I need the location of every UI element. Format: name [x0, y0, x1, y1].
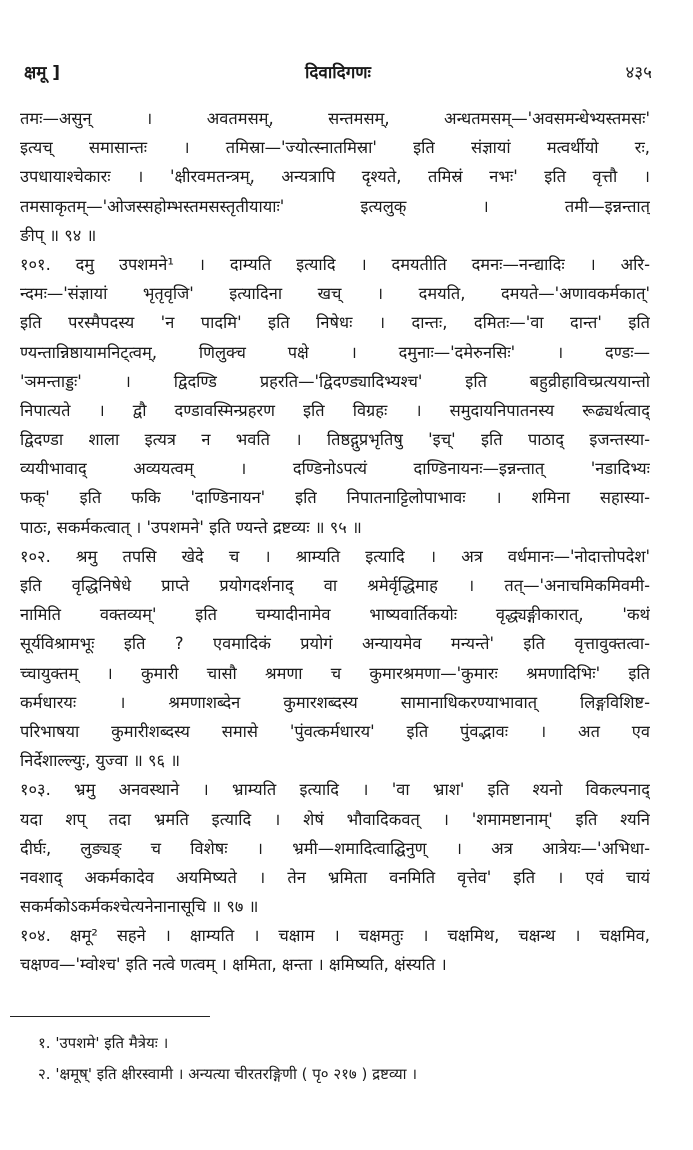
page-number: ४३५ [625, 63, 652, 83]
page-header [24, 60, 652, 88]
text-line: न्दमः—'संज्ञायां भृतृवृजि' इत्यादिना खच् । दमयति, दमयते—'अणावकर्मकात्' [20, 284, 650, 304]
text-line: ण्यन्तान्निष्ठायामनिट्त्वम्, णिलुक्च पक्षे । दमुनाः—'दमेरुनसिः' । दण्डः— [20, 342, 650, 362]
text-line: द्विदण्डा शाला इत्यत्र न भवति । तिष्ठद्गुप्रभृतिषु 'इच्' इति पाठाद् इजन्तस्या- [20, 430, 650, 450]
text-line: यदा शप् तदा भ्रमति इत्यादि । शेषं भौवादिकवत् । 'शमामष्टानाम्' इति श्यनि [20, 809, 650, 829]
text-line: नवशाद् अकर्मकादेव अयमिष्यते । तेन भ्रमिता वनमिति वृत्तेव' इति । एवं चायं [20, 867, 650, 887]
text-line: १०४. क्षमू² सहने । क्षाम्यति । चक्षाम । चक्षमतुः । चक्षमिथ, चक्षन्थ । चक्षमिव, [20, 926, 650, 946]
text-line: दीर्घः, लुङ्यङ् च विशेषः । भ्रमी—शमादित्वाद्घिनुण् । अत्र आत्रेयः—'अभिधा- [20, 838, 650, 858]
text-line: तमः—असुन् । अवतमसम्, सन्तमसम्, अन्धतमसम्—'अवसमन्धेभ्यस्तमसः' [20, 109, 650, 128]
text-line: उपधायाश्चेकारः । 'क्षीरवमतन्त्रम्, अन्यत्रापि दृश्यते, तमिस्रं नभः' इति वृत्तौ । [20, 167, 650, 187]
footnote: २. 'क्षमूष्' इति क्षीरस्वामी । अन्यत्या चीरतरङ्गिणी ( पृ० २१७ ) द्रष्टव्या । [38, 1065, 418, 1083]
text-line: 'ञमन्ताड्डः' । द्विदण्डि प्रहरति—'द्विदण्ड्यादिभ्यश्च' इति बहुव्रीहाविच्प्रत्ययान्तो [20, 371, 650, 391]
header-dhatu-label: क्षमू ] [24, 63, 61, 83]
text-line: परिभाषया कुमारीशब्दस्य समासे 'पुंवत्कर्मधारय' इति पुंवद्भावः । अत एव [20, 721, 650, 741]
footnote: १. 'उपशमे' इति मैत्रेयः । [38, 1034, 169, 1052]
text-line: ङीप् ॥ ९४ ॥ [20, 225, 97, 245]
header-chapter-title: दिवादिगणः [304, 63, 371, 83]
text-line: इति परस्मैपदस्य 'न पादमि' इति निषेधः । दान्तः, दमितः—'वा दान्त' इति [20, 313, 650, 333]
text-line: पाठः, सकर्मकत्वात् । 'उपशमने' इति ण्यन्ते द्रष्टव्यः ॥ ९५ ॥ [20, 517, 362, 537]
text-line: इति वृद्धिनिषेधे प्राप्ते प्रयोगदर्शनाद् वा श्रमेर्वृद्धिमाह । तत्—'अनाचमिकमिवमी- [20, 576, 650, 595]
text-line: नामिति वक्तव्यम्' इति चम्यादीनामेव भाष्यवार्तिकयोः वृद्ध्यङ्गीकारात्, 'कथं [20, 605, 650, 625]
text-line: फक्' इति फकि 'दाण्डिनायन' इति निपातनाट्टिलोपाभावः । शमिना सहास्या- [20, 488, 650, 508]
text-line: निपात्यते । द्वौ दण्डावस्मिन्प्रहरण इति विग्रहः । समुदायनिपातनस्य रूढ्यर्थत्वाद् [20, 400, 650, 420]
footnotes [24, 1028, 650, 1090]
footnote-divider [10, 1016, 210, 1017]
text-line: चक्षण्व—'म्वोश्च' इति नत्वे णत्वम् । क्षमिता, क्षन्ता । क्षमिष्यति, क्षंस्यति । [20, 955, 447, 975]
page-body [20, 104, 650, 980]
text-line: च्चायुक्तम् । कुमारी चासौ श्रमणा च कुमारश्रमणा—'कुमारः श्रमणादिभिः' इति [20, 663, 650, 683]
paragraph [20, 104, 650, 250]
text-line: १०२. श्रमु तपसि खेदे च । श्राम्यति इत्यादि । अत्र वर्धमानः—'नोदात्तोपदेश' [20, 546, 650, 566]
paragraph [20, 775, 650, 921]
text-line: निर्देशाल्ल्युः, युज्वा ॥ ९६ ॥ [20, 751, 181, 771]
text-line: इत्यच् समासान्तः । तमिस्रा—'ज्योत्स्नातमिस्रा' इति संज्ञायां मत्वर्थीयो रः, [20, 138, 650, 158]
paragraph [20, 542, 650, 776]
text-line: १०३. भ्रमु अनवस्थाने । भ्राम्यति इत्यादि । 'वा भ्राश' इति श्यनो विकल्पनाद् [20, 780, 650, 800]
text-line: १०१. दमु उपशमने¹ । दाम्यति इत्यादि । दमयतीति दमनः—नन्द्यादिः । अरि- [20, 254, 650, 274]
text-line: सकर्मकोऽकर्मकश्चेत्यनेनानासूचि ॥ ९७ ॥ [20, 897, 259, 917]
text-line: कर्मधारयः । श्रमणाशब्देन कुमारशब्दस्य सामानाधिकरण्याभावात् लिङ्गविशिष्ट- [20, 692, 650, 712]
text-line: तमसाकृतम्—'ओजस्सहोम्भस्तमसस्तृतीयायाः' इत्यलुक् । तमी—इन्नन्तात् [20, 196, 650, 216]
paragraph [20, 250, 650, 542]
text-line: व्ययीभावाद् अव्ययत्वम् । दण्डिनोऽपत्यं दाण्डिनायनः—इन्नन्तात् 'नडादिभ्यः [20, 459, 650, 479]
text-line: सूर्यविश्रामभूः इति ? एवमादिकं प्रयोगं अन्यायमेव मन्यन्ते' इति वृत्तावुक्तत्वा- [20, 634, 650, 654]
paragraph [20, 921, 650, 979]
